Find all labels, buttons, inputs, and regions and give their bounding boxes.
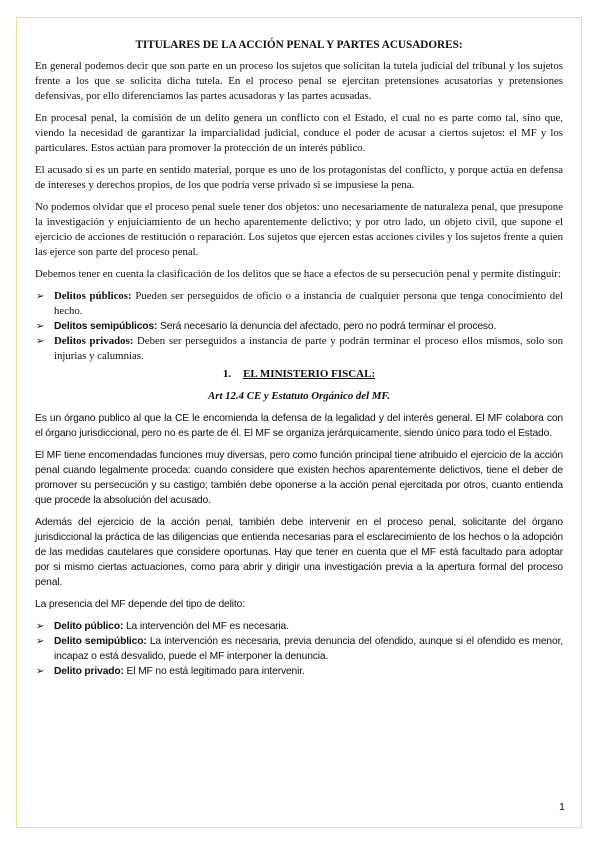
section-subtitle: Art 12.4 CE y Estatuto Orgánico del MF.: [208, 390, 390, 402]
section-heading: [35, 367, 563, 382]
presence-list: [35, 619, 563, 679]
list-item-term: Delitos privados:: [54, 335, 134, 347]
list-item-text: Será necesario la denuncia del afectado, pero no podrá terminar el proceso.: [157, 321, 497, 332]
section-title: EL MINISTERIO FISCAL:: [243, 368, 376, 380]
paragraph: Además del ejercicio de la acción penal, también debe intervenir en el proceso penal, solicitante del órgano jurisdiccional la práctica de las diligencias que entienda necesarias para el esclarecimiento de los hechos o la adopción de las medidas cautelares que considere oportunas. Hay que tener en cuenta que el MF está facultado para adoptar por si mismo ciertas actuaciones, como para abrir y dirigir una investigación previa a la apertura formal del proceso penal.: [35, 517, 563, 588]
paragraph: Debemos tener en cuenta la clasificación de los delitos que se hace a efectos de su persecución penal y permite distinguir:: [35, 268, 561, 280]
paragraph: La presencia del MF depende del tipo de delito:: [35, 599, 245, 610]
paragraph: El acusado si es un parte en sentido material, porque es uno de los protagonistas del conflicto, y porque actúa en defensa de intereses y derechos propios, de los que podría verse privado si se impusiese la pena.: [35, 164, 563, 191]
list-item: [35, 289, 563, 319]
list-item-term: Delito público:: [54, 621, 124, 632]
paragraph: En procesal penal, la comisión de un delito genera un conflicto con el Estado, el cual no es parte como tal, sino que, viendo la necesidad de garantizar la imparcialidad judicial, conduce el poder de acusar a ciertos sujetos: el MF y los particulares. Estos actúan para promover la protección de un interés público.: [35, 112, 563, 154]
list-item-text: Deben ser perseguidos a instancia de parte y podrán terminar el proceso ellos mismos, solo son injurias y calumnias.: [54, 335, 563, 362]
arrow-right-icon: ➢: [36, 666, 45, 677]
arrow-right-icon: ➢: [36, 636, 45, 647]
document-body: [35, 38, 563, 682]
arrow-right-icon: ➢: [36, 336, 45, 347]
list-item: [35, 619, 563, 634]
paragraph: En general podemos decir que son parte en un proceso los sujetos que solicitan la tutela judicial del tribunal y los sujetos frente a los que se solicita dicha tutela. En el proceso penal se ejercitan pretensiones acusatorias y pretensiones defensivas, por ello diferenciamos las partes acusadoras y las partes acusadas.: [35, 60, 563, 102]
list-item-term: Delito privado:: [54, 666, 124, 677]
list-item-term: Delitos públicos:: [54, 290, 132, 302]
paragraph: El MF tiene encomendadas funciones muy diversas, pero como función principal tiene atribuido el ejercicio de la acción penal cuando legalmente proceda: cuando considere que existen hechos aparentemente delictivos, tiene el deber de promover su persecución y su castigo; también debe oponerse a la acción penal ejercitada por otros, cuanto entienda que procede la absolución del acusado.: [35, 450, 563, 506]
page-number: 1: [559, 801, 565, 813]
paragraph: Es un órgano publico al que la CE le encomienda la defensa de la legalidad y del interés general. El MF colabora con el órgano jurisdiccional, pero no es parte de él. El MF se organiza jerárquicamente, siendo único para todo el Estado.: [35, 413, 563, 439]
arrow-right-icon: ➢: [36, 291, 45, 302]
list-item: [35, 319, 563, 334]
list-item: [35, 334, 563, 364]
arrow-right-icon: ➢: [36, 621, 45, 632]
list-item: [35, 634, 563, 664]
list-item-text: La intervención es necesaria, previa denuncia del ofendido, aunque si el ofendido es menor, incapaz o está desvalido, puede el MF interponer la denuncia.: [54, 636, 564, 662]
list-item-term: Delito semipúblico:: [54, 636, 147, 647]
paragraph: No podemos olvidar que el proceso penal suele tener dos objetos: uno necesariamente de naturaleza penal, que presupone la investigación y enjuiciamiento de un hecho aparentemente delictivo; y por otro lado, un objeto civil, que supone el ejercicio de acciones de restitución o reparación. Los sujetos que ejercen estas acciones civiles y los sujetos frente a quien las ejerce son parte del proceso penal.: [35, 201, 563, 258]
section-number: 1.: [222, 368, 232, 380]
list-item-term: Delitos semipúblicos:: [54, 321, 158, 332]
list-item-text: La intervención del MF es necesaria.: [123, 621, 289, 632]
list-item: [35, 664, 563, 679]
delitos-list: [35, 289, 563, 364]
list-item-text: El MF no está legitimado para intervenir.: [123, 666, 305, 677]
arrow-right-icon: ➢: [36, 321, 45, 332]
list-item-text: Pueden ser perseguidos de oficio o a instancia de cualquier persona que tenga conocimiento del hecho.: [54, 290, 563, 317]
document-title: TITULARES DE LA ACCIÓN PENAL Y PARTES ACUSADORES:: [135, 39, 463, 51]
